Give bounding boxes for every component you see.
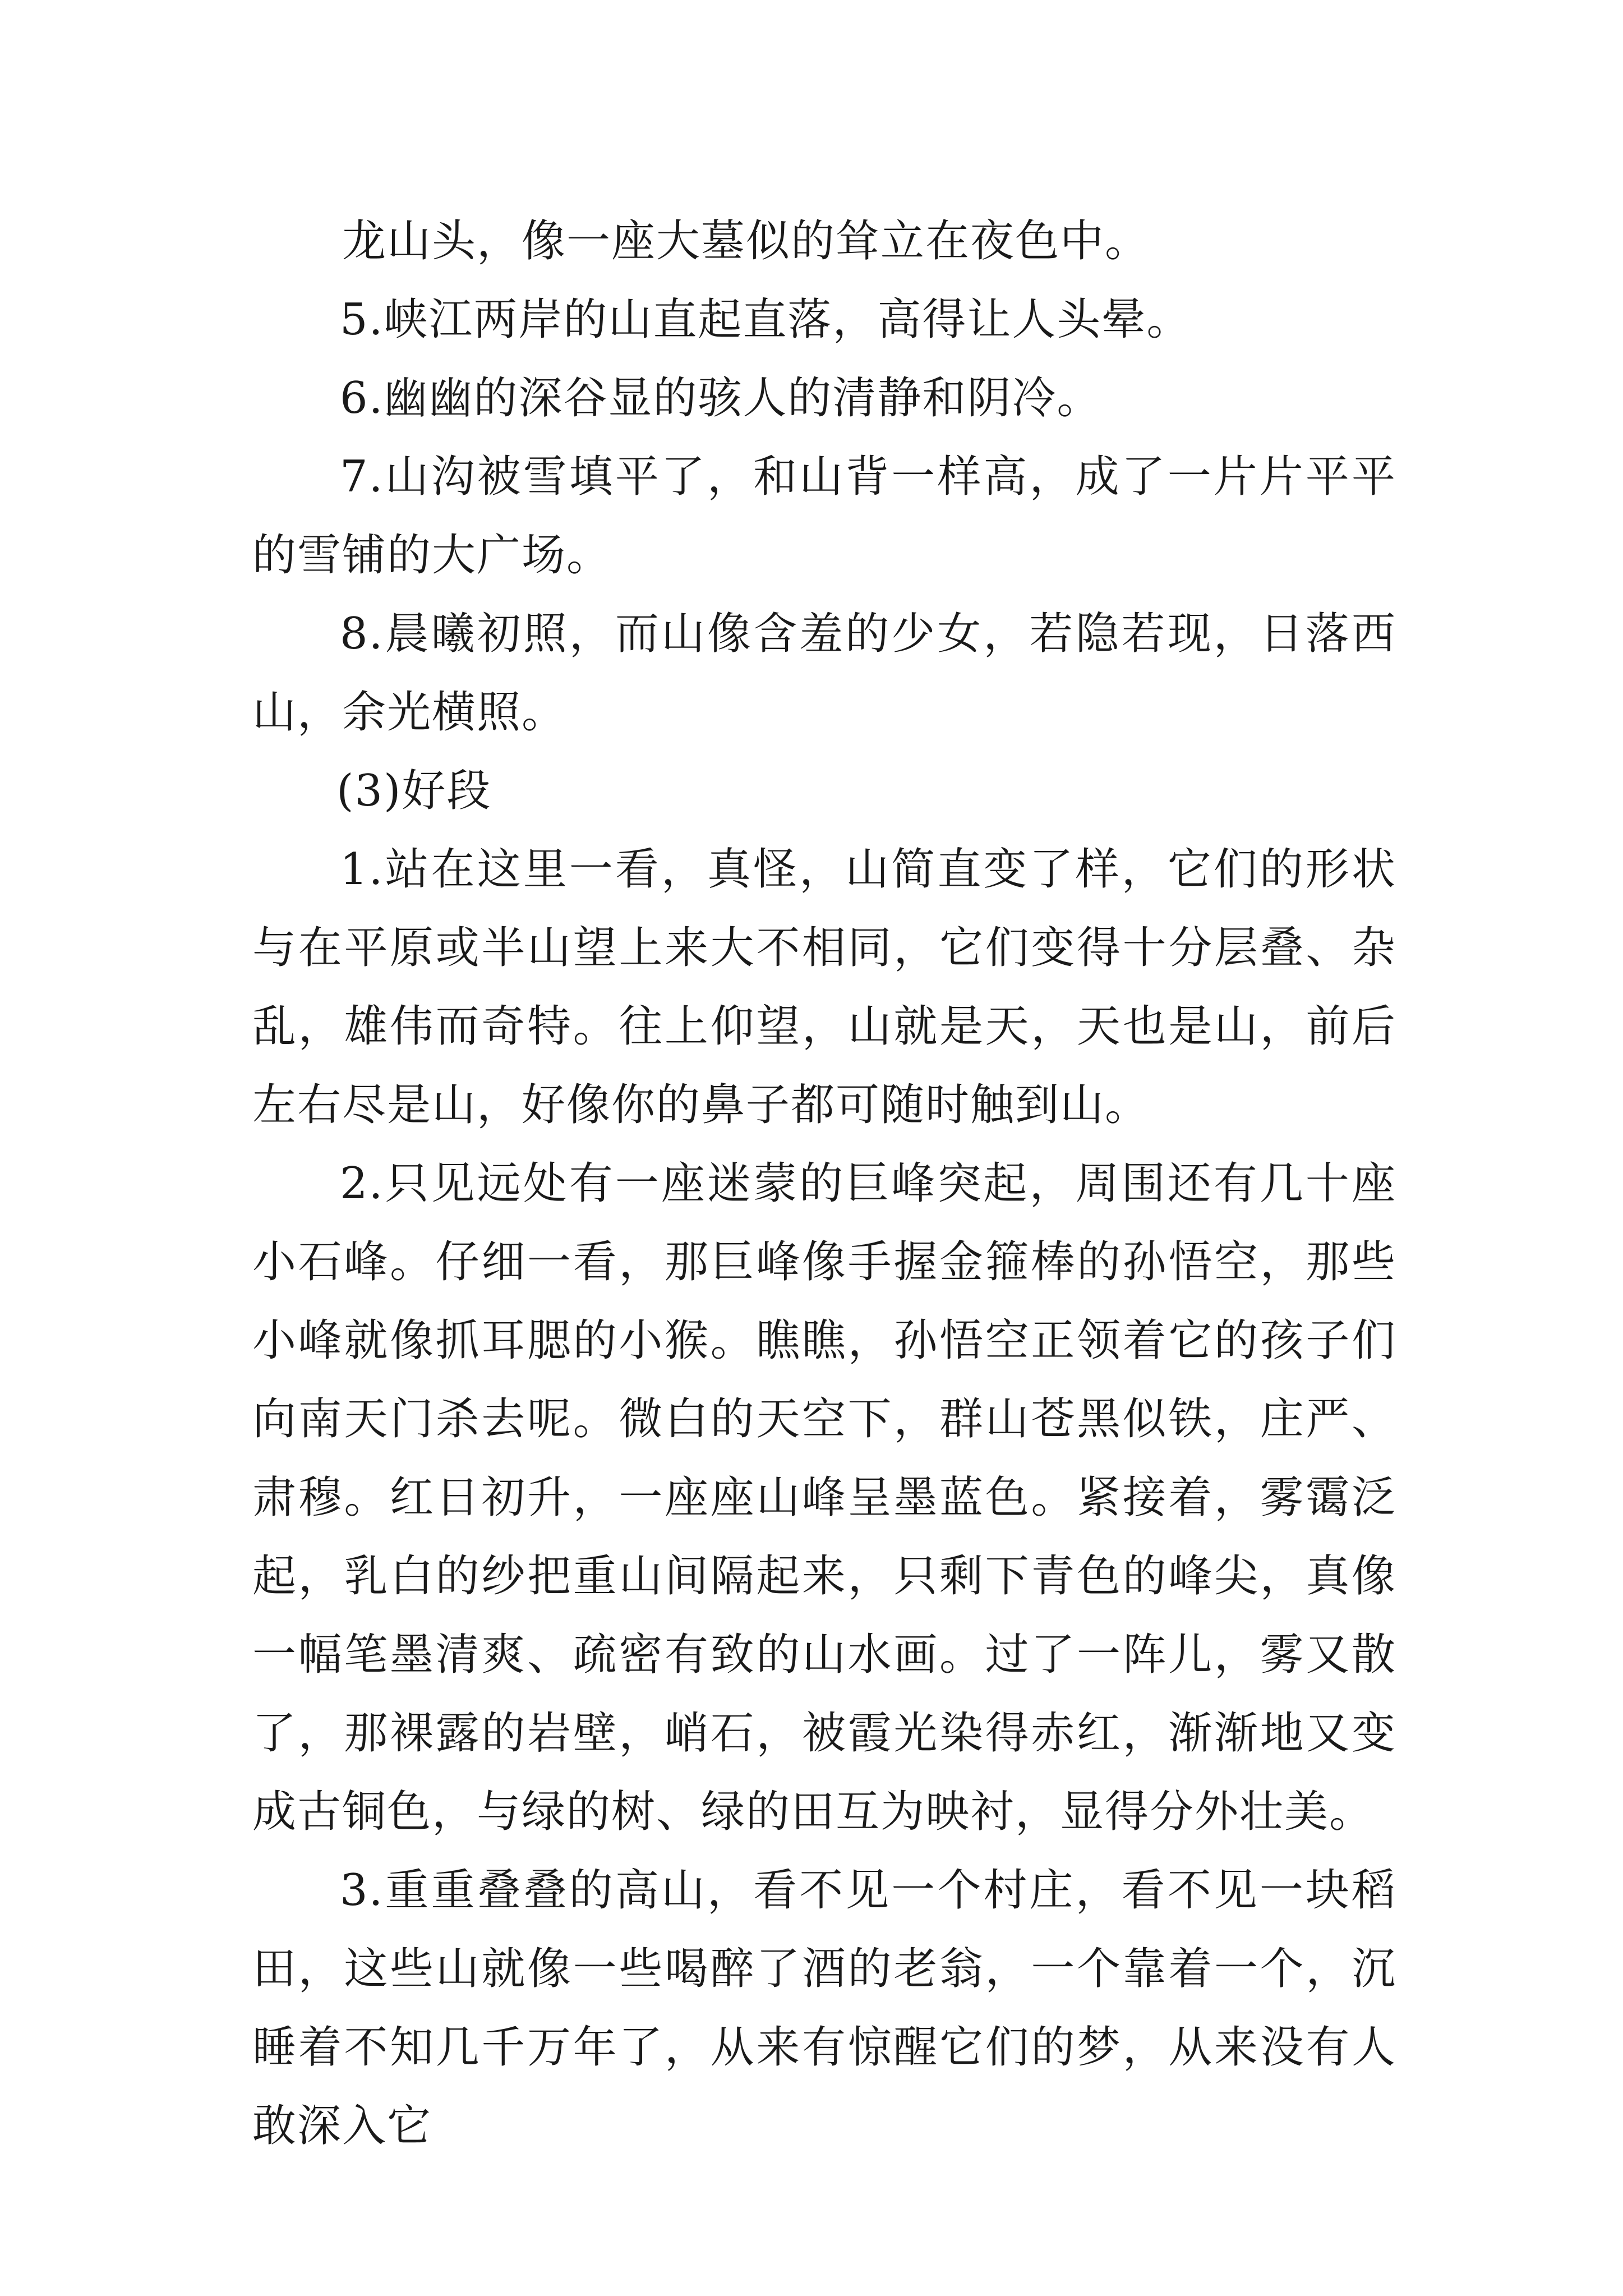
paragraph-item-8: 8.晨曦初照，而山像含羞的少女，若隐若现，日落西山，余光横照。: [252, 609, 1396, 738]
paragraph-item-7: 7.山沟被雪填平了，和山背一样高，成了一片片平平的雪铺的大广场。: [252, 452, 1396, 581]
paragraph-good-1: 1.站在这里一看，真怪，山简直变了样，它们的形状与在平原或半山望上来大不相同，它们变得十分层叠、杂乱，雄伟而奇特。往上仰望，山就是天，天也是山，前后左右尽是山，好像你的鼻子都可随时触到山。: [252, 844, 1396, 1130]
paragraph-item-5: 5.峡江两岸的山直起直落，高得让人头晕。: [340, 295, 1192, 345]
paragraph-continuation: 龙山头，像一座大墓似的耸立在夜色中。: [342, 216, 1150, 266]
paragraph-good-2: 2.只见远处有一座迷蒙的巨峰突起，周围还有几十座小石峰。仔细一看，那巨峰像手握金箍棒的孙悟空，那些小峰就像抓耳腮的小猴。瞧瞧，孙悟空正领着它的孩子们向南天门杀去呢。微白的天空下，群山苍黑似铁，庄严、肃穆。红日初升，一座座山峰呈墨蓝色。紧接着，雾霭泛起，乳白的纱把重山间隔起来，只剩下青色的峰尖，真像一幅笔墨清爽、疏密有致的山水画。过了一阵儿，雾又散了，那裸露的岩壁，峭石，被霞光染得赤红，渐渐地又变成古铜色，与绿的树、绿的田互为映衬，显得分外壮美。: [252, 1158, 1396, 1837]
paragraph-good-3: 3.重重叠叠的高山，看不见一个村庄，看不见一块稻田，这些山就像一些喝醉了酒的老翁，一个靠着一个，沉睡着不知几千万年了，从来有惊醒它们的梦，从来没有人敢深入它: [252, 1865, 1396, 2151]
section-heading-good-paragraphs: (3)好段: [336, 766, 492, 816]
document-body: [252, 202, 1396, 2165]
paragraph-item-6: 6.幽幽的深谷显的骇人的清静和阴冷。: [340, 373, 1102, 424]
